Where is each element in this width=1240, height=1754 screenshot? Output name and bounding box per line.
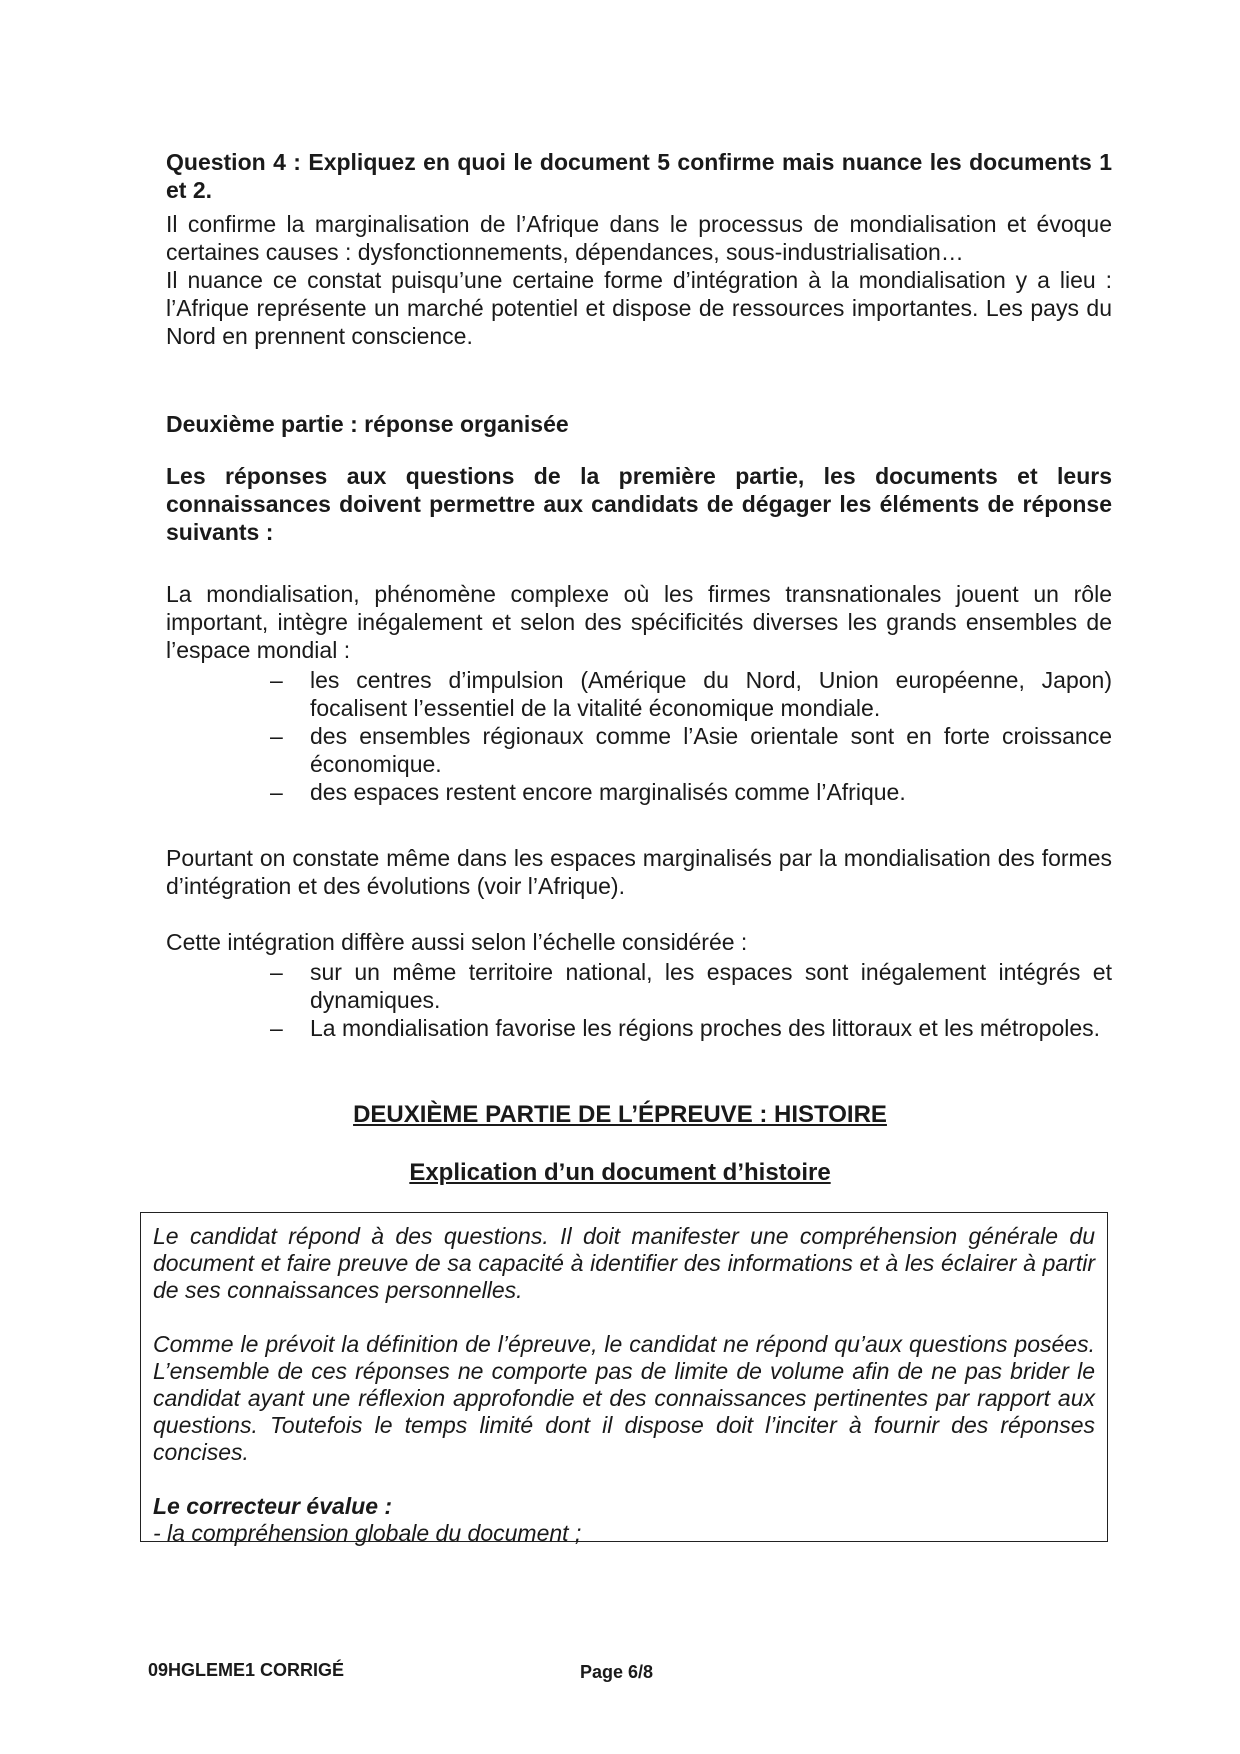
spacer: [153, 1304, 1095, 1331]
explication-subtitle: Explication d’un document d’histoire: [409, 1159, 831, 1186]
question-4-answer: [166, 210, 1112, 350]
evalue-item: - la compréhension globale du document ;: [153, 1520, 582, 1546]
spacer: [153, 1466, 1095, 1493]
box-paragraph-2: Comme le prévoit la définition de l’épreuve, le candidat ne répond qu’aux questions posées. L’ensemble de ces réponses ne comporte pas de limite de volume afin de ne pas brider le candidat ayant une réflexion approfondie et des connaissances pertinentes par rapport aux questions. Toutefois le temps limité dont il dispose doit l’inciter à fournir des réponses concises.: [153, 1331, 1095, 1465]
list-item: – La mondialisation favorise les régions proches des littoraux et les métropoles.: [270, 1015, 1101, 1041]
question-4-paragraph-confirm: Il confirme la marginalisation de l’Afrique dans le processus de mondialisation et évoque certaines causes : dysfonctionnements, dépendances, sous-industrialisation…: [166, 211, 1112, 265]
box-paragraph-1: Le candidat répond à des questions. Il doit manifester une compréhension générale du document et faire preuve de sa capacité à identifier des informations et à les éclairer à partir de ses connaissances personnelles.: [153, 1223, 1095, 1303]
document-code: 09HGLEME1 CORRIGÉ: [148, 1660, 345, 1680]
pourtant-paragraph: Pourtant on constate même dans les espaces marginalisés par la mondialisation des formes d’intégration et des évolutions (voir l’Afrique).: [166, 845, 1112, 899]
integration-paragraph: Cette intégration diffère aussi selon l’échelle considérée :: [166, 929, 748, 955]
mondialisation-paragraph: La mondialisation, phénomène complexe où les firmes transnationales jouent un rôle important, intègre inégalement et selon des spécificités diverses les grands ensembles de l’espace mondial :: [166, 581, 1112, 663]
part-2-intro: Les réponses aux questions de la première partie, les documents et leurs connaissances doivent permettre aux candidats de dégager les éléments de réponse suivants :: [166, 463, 1112, 545]
correcteur-evalue-label: Le correcteur évalue :: [153, 1493, 393, 1519]
question-4-title: Question 4 : Expliquez en quoi le document 5 confirme mais nuance les documents 1 et 2.: [166, 149, 1112, 203]
list-item: – des espaces restent encore marginalisés comme l’Afrique.: [270, 779, 906, 805]
echelle-list: [270, 958, 1112, 1042]
list-item: – des ensembles régionaux comme l’Asie orientale sont en forte croissance économique.: [270, 723, 1112, 777]
list-item: – les centres d’impulsion (Amérique du Nord, Union européenne, Japon) focalisent l’essentiel de la vitalité économique mondiale.: [270, 667, 1112, 721]
part-2-heading: Deuxième partie : réponse organisée: [166, 411, 569, 437]
ensembles-list: [270, 666, 1112, 806]
list-item: – sur un même territoire national, les espaces sont inégalement intégrés et dynamiques.: [270, 959, 1112, 1013]
page-number: Page 6/8: [580, 1662, 654, 1682]
question-4-paragraph-nuance: Il nuance ce constat puisqu’une certaine forme d’intégration à la mondialisation y a lieu : l’Afrique représente un marché potentiel et dispose de ressources importantes. Les pays du Nord en prennent conscience.: [166, 267, 1112, 349]
histoire-section-title: DEUXIÈME PARTIE DE L’ÉPREUVE : HISTOIRE: [353, 1101, 887, 1128]
instructions-box: [140, 1212, 1108, 1546]
